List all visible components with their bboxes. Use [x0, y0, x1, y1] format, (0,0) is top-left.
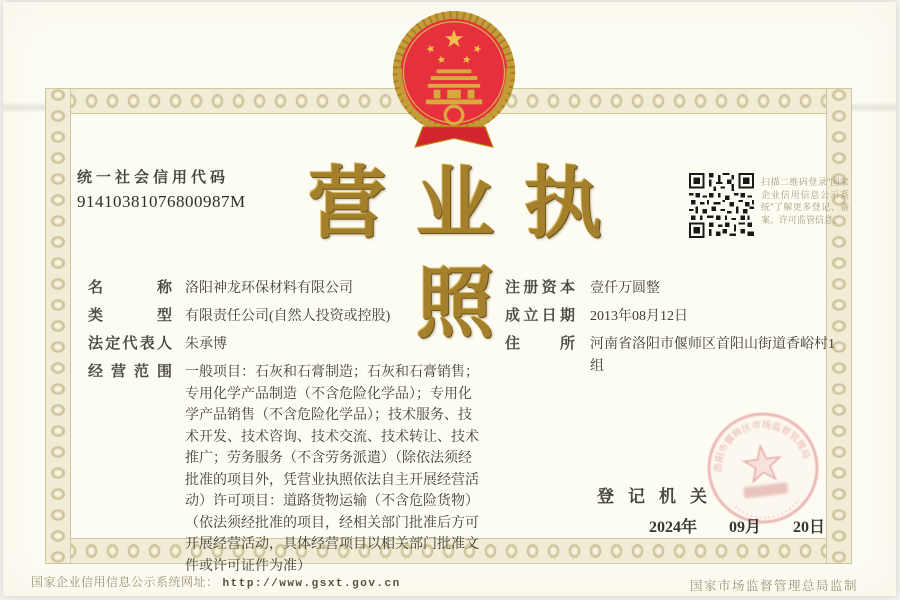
- field-legal-representative: [88, 334, 488, 356]
- qr-code: [689, 173, 754, 238]
- field-type-label: 类型: [88, 307, 172, 324]
- issue-date-year: 2024年: [649, 519, 698, 536]
- field-legal-representative-label: 法定代表人: [88, 335, 172, 352]
- credit-code-value: 91410381076800987M: [77, 192, 246, 211]
- footer-issuer: 国家市场监督管理总局监制: [689, 579, 858, 593]
- qr-caption: 扫描二维码登录“国家企业信用信息公示系统”了解更多登记、备案、许可监管信息。: [761, 177, 849, 225]
- issue-date-day: 20日: [792, 519, 825, 536]
- issue-date: [649, 514, 825, 537]
- field-address: [505, 334, 850, 377]
- footer-site-label: 国家企业信用信息公示系统网址：: [31, 575, 219, 589]
- field-establish-date: [505, 306, 845, 328]
- national-emblem-icon: [386, 8, 522, 154]
- registration-authority-label: 登记机关: [597, 487, 707, 506]
- field-registered-capital: [505, 278, 845, 300]
- field-name-label: 名称: [88, 279, 172, 296]
- field-business-scope-label: 经营范围: [88, 363, 172, 380]
- emblem-ribbon: [415, 127, 493, 147]
- license-sheet: [3, 2, 896, 596]
- field-name-value: 洛阳神龙环保材料有限公司: [185, 281, 353, 296]
- field-legal-representative-value: 朱承博: [185, 337, 227, 352]
- footer-site-url: http://www.gsxt.gov.cn: [222, 578, 401, 590]
- field-establish-date-value: 2013年08月12日: [590, 309, 688, 324]
- field-business-scope-value: 一般项目：石灰和石膏制造；石灰和石膏销售；专用化学产品制造（不含危险化学品）；专用化学产品销售（不含危险化学品）；技术服务、技术开发、技术咨询、技术交流、技术转让、技术推广；劳务服务（不含劳务派遣）（除依法须经批准的项目外，凭营业执照依法自主开展经营活动）许可项目：道路货物运输（不含危险货物）（依法须经批准的项目，经相关部门批准后方可开展经营活动，具体经营项目以相关部门批准文件或许可证件为准）: [185, 365, 479, 574]
- field-name: [88, 278, 488, 300]
- field-registered-capital-value: 壹仟万圆整: [590, 281, 660, 296]
- seal-arc-text: 洛阳市偃师区市场监督管理局: [714, 420, 811, 473]
- field-establish-date-label: 成立日期: [505, 307, 575, 324]
- license-title: 营业执照: [307, 160, 632, 347]
- field-address-value: 河南省洛阳市偃师区首阳山街道香峪村1组: [590, 337, 835, 374]
- credit-code-label: 统一社会信用代码: [77, 169, 230, 186]
- field-address-label: 住所: [505, 335, 575, 352]
- credit-code-block: [77, 166, 246, 212]
- field-business-scope: [88, 362, 486, 577]
- field-type-value: 有限责任公司(自然人投资或控股): [185, 309, 391, 324]
- footer-publicity-site: [31, 573, 401, 590]
- field-type: [88, 306, 488, 328]
- field-registered-capital-label: 注册资本: [505, 279, 575, 296]
- frame-border-left: [45, 88, 71, 564]
- issue-date-month: 09月: [728, 519, 761, 536]
